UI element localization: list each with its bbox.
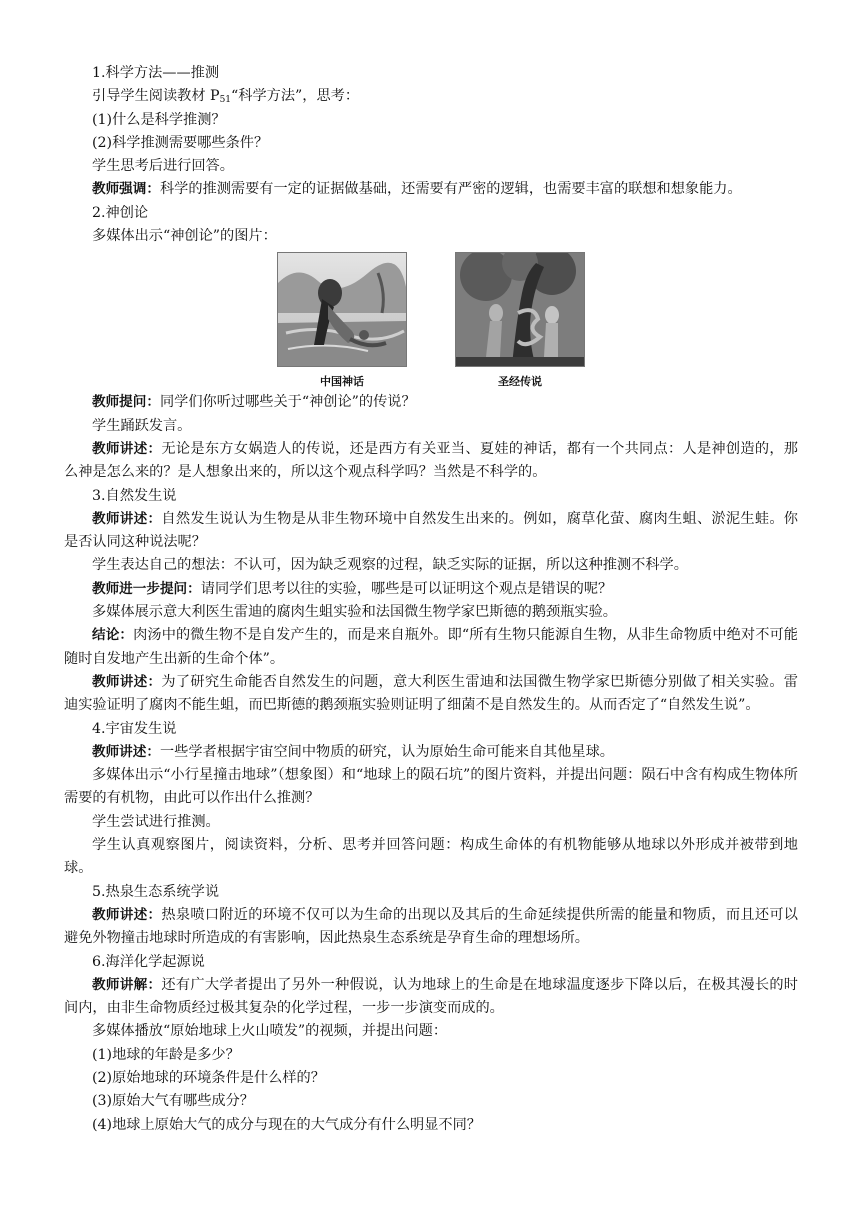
paragraph [64, 178, 798, 201]
bold-label: 教师讲述： [92, 906, 162, 923]
paragraph [64, 438, 798, 485]
text-run: 无论是东方女娲造人的传说，还是西方有关亚当、夏娃的神话，都有一个共同点：人是神创造的，那么神是怎么来的？是人想象出来的，所以这个观点科学吗？当然是不科学的。 [64, 440, 798, 481]
text-run: 科学的推测需要有一定的证据做基础，还需要有严密的逻辑，也需要丰富的联想和想象能力。 [159, 181, 742, 198]
bold-label: 教师进一步提问： [92, 580, 201, 597]
text-run: 为了研究生命能否自然发生的问题，意大利医生雷迪和法国微生物学家巴斯德分别做了相关实验。雷迪实验证明了腐肉不能生蛆，而巴斯德的鹅颈瓶实验则证明了细菌不是自然发生的。从而否定了“自然发生说”。 [64, 673, 798, 714]
paragraph [64, 904, 798, 951]
figure-bible-legend [455, 252, 585, 389]
paragraph: 多媒体出示“神创论”的图片： [92, 228, 277, 245]
text-run: 肉汤中的微生物不是自发产生的，而是来自瓶外。即“所有生物只能源自生物，从非生命物质中绝对不可能随时自发地产生出新的生命个体”。 [64, 627, 798, 667]
text-run: 同学们你听过哪些关于“神创论”的传说？ [159, 394, 416, 411]
section-heading-scientific-method: 1.科学方法——推测 [92, 65, 220, 81]
bold-label: 教师讲述： [92, 673, 162, 690]
paragraph: 多媒体出示“小行星撞击地球”（想象图）和“地球上的陨石坑”的图片资料，并提出问题：陨石中含有构成生物体所需要的有机物，由此可以作出什么推测？ [64, 767, 798, 807]
text-run: 引导学生阅读教材 P [92, 88, 220, 105]
question-item: (4)地球上原始大气的成分与现在的大气成分有什么明显不同？ [92, 1116, 481, 1133]
section-heading-spontaneous-generation: 3.自然发生说 [92, 487, 177, 504]
text-run: 请同学们思考以往的实验，哪些是可以证明这个观点是错误的呢？ [200, 580, 613, 597]
paragraph: 多媒体展示意大利医生雷迪的腐肉生蛆实验和法国微生物学家巴斯德的鹅颈瓶实验。 [92, 604, 617, 621]
paragraph [64, 391, 798, 414]
question-item: (2)原始地球的环境条件是什么样的？ [92, 1069, 325, 1086]
bold-label: 教师讲述： [92, 510, 162, 527]
section-heading-hydrothermal: 5.热泉生态系统学说 [92, 883, 220, 900]
paragraph [64, 578, 798, 601]
figure-caption: 圣经传说 [498, 375, 542, 389]
paragraph [64, 624, 798, 671]
bold-label: 教师讲解： [92, 976, 162, 993]
bible-legend-image [455, 252, 585, 367]
paragraph [64, 974, 798, 1021]
bold-label: 教师提问： [92, 394, 160, 411]
question-item: (3)原始大气有哪些成分？ [92, 1093, 254, 1110]
bold-label: 教师讲述： [92, 440, 162, 457]
question-item: (1)地球的年龄是多少？ [92, 1046, 240, 1063]
bold-label: 教师讲述： [92, 743, 160, 760]
text-run: 还有广大学者提出了另外一种假说，认为地球上的生命是在地球温度逐步下降以后，在极其漫长的时间内，由非生命物质经过极其复杂的化学过程，一步一步演变而成的。 [64, 976, 798, 1017]
figure-caption: 中国神话 [320, 375, 364, 389]
section-heading-panspermia: 4.宇宙发生说 [92, 720, 177, 737]
paragraph: 学生认真观察图片，阅读资料，分析、思考并回答问题：构成生命体的有机物能够从地球以外形成并被带到地球。 [64, 837, 798, 877]
text-run: 热泉喷口附近的环境不仅可以为生命的出现以及其后的生命延续提供所需的能量和物质，而且还可以避免外物撞击地球时所造成的有害影响，因此热泉生态系统是孕育生命的理想场所。 [64, 906, 798, 947]
document-body [64, 62, 798, 1137]
text-run: 自然发生说认为生物是从非生物环境中自然发生出来的。例如，腐草化萤、腐肉生蛆、淤泥生蛙。你是否认同这种说法呢？ [64, 510, 798, 551]
text-run: “科学方法”，思考： [231, 88, 360, 105]
paragraph: 学生思考后进行回答。 [92, 158, 234, 175]
bold-label: 教师强调： [92, 181, 160, 198]
figure-chinese-myth [277, 252, 407, 389]
bold-label: 结论： [92, 627, 134, 644]
text-run: 一些学者根据宇宙空间中物质的研究，认为原始生命可能来自其他星球。 [159, 743, 614, 760]
figure-row [64, 252, 798, 389]
paragraph: 学生表达自己的想法：不认可，因为缺乏观察的过程，缺乏实际的证据，所以这种推测不科学。 [92, 557, 688, 574]
section-heading-creationism: 2.神创论 [92, 204, 149, 221]
paragraph [64, 508, 798, 555]
paragraph [64, 85, 798, 108]
paragraph: 多媒体播放“原始地球上火山喷发”的视频，并提出问题： [92, 1023, 448, 1040]
question-item: (2)科学推测需要哪些条件？ [92, 134, 269, 151]
section-heading-ocean-chemistry: 6.海洋化学起源说 [92, 953, 205, 970]
paragraph: 学生尝试进行推测。 [92, 813, 220, 830]
question-item: (1)什么是科学推测？ [92, 111, 226, 128]
paragraph: 学生踊跃发言。 [92, 417, 192, 434]
paragraph [64, 671, 798, 718]
paragraph [64, 741, 798, 764]
chinese-myth-image [277, 252, 407, 367]
page-subscript: 51 [219, 95, 232, 106]
